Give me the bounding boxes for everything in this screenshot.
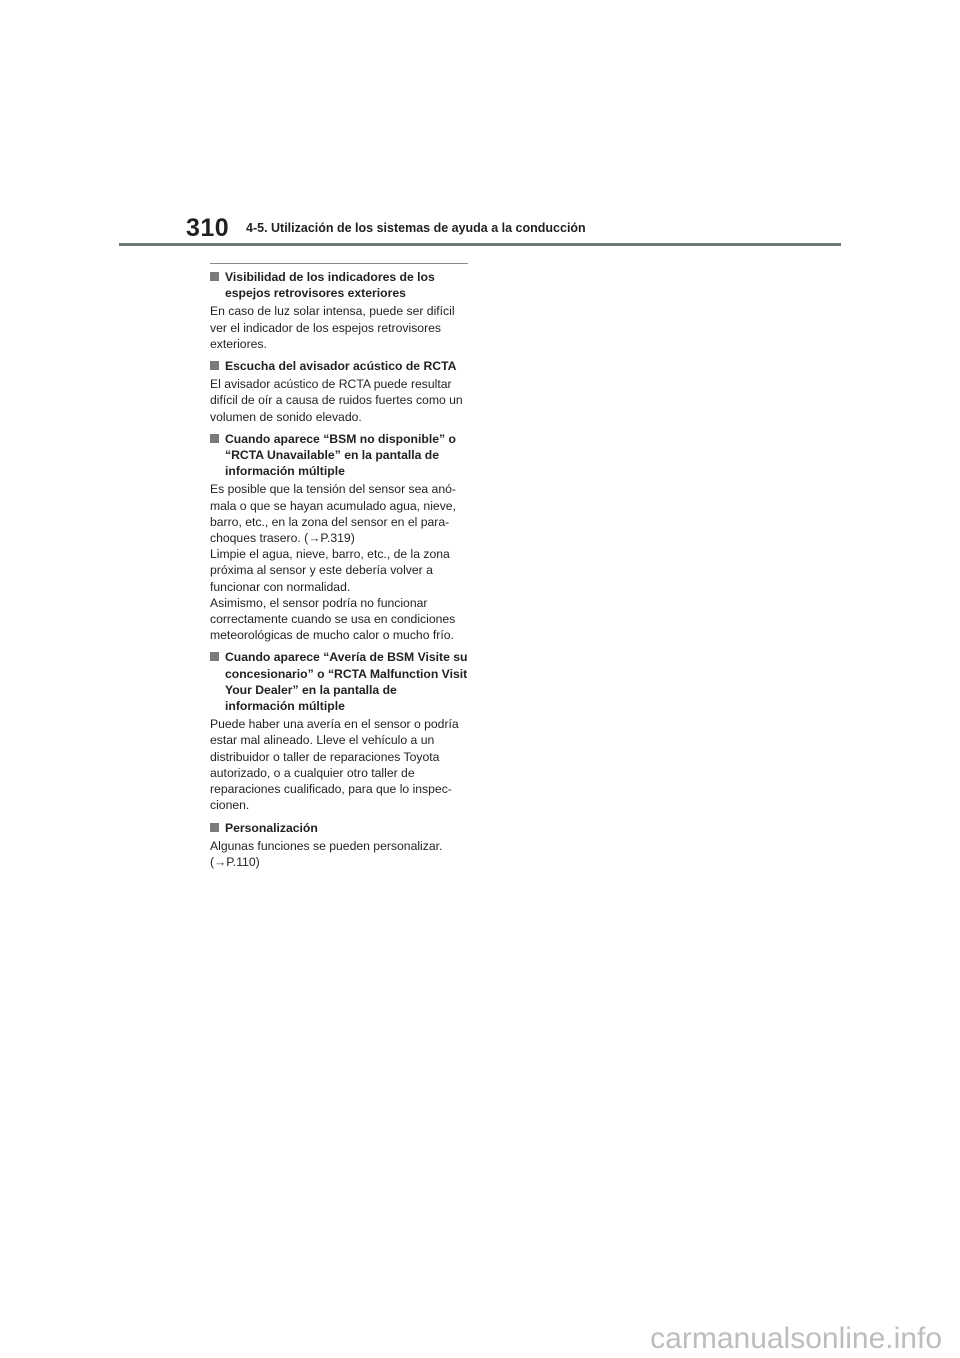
section-body: Algunas funciones se pueden personalizar. (→P.110) (210, 838, 443, 869)
section-heading (210, 649, 468, 714)
square-bullet-icon (210, 272, 219, 281)
section-heading-text: Cuando aparece “BSM no disponible” o “RCTA Unavailable” en la pantalla de información múltiple (225, 431, 456, 479)
section-heading (210, 269, 468, 301)
square-bullet-icon (210, 652, 219, 661)
square-bullet-icon (210, 434, 219, 443)
note-section (210, 820, 468, 871)
section-body: Es posible que la tensión del sensor sea anó-mala o que se hayan acumulado agua, nieve, barro, etc., en la zona del sensor en el para-choques trasero. (→P.319) Limpie el agua, nieve, barro, etc., de la zona próxima al sensor y este debería volver a funcionar con normalidad. Asimismo, el sensor podría no funcionar correctamente cuando se usa en condiciones meteorológicas de mucho calor o mucho frío. (210, 482, 456, 643)
square-bullet-icon (210, 361, 219, 370)
notes-column (210, 263, 468, 876)
note-section (210, 649, 468, 813)
note-section (210, 358, 468, 425)
section-heading-text: Personalización (225, 820, 318, 835)
note-section (210, 431, 468, 644)
site-watermark: carmanualsonline.info (650, 1322, 942, 1355)
section-heading-text: Escucha del avisador acústico de RCTA (225, 359, 457, 374)
section-heading-text: Visibilidad de los indicadores de los espejos retrovisores exteriores (225, 270, 435, 301)
section-heading (210, 820, 468, 836)
header-divider (119, 243, 841, 246)
page-number: 310 (186, 214, 230, 242)
section-body: El avisador acústico de RCTA puede resultar difícil de oír a causa de ruidos fuertes como un volumen de sonido elevado. (210, 377, 463, 424)
chapter-title: 4-5. Utilización de los sistemas de ayuda a la conducción (246, 221, 586, 235)
section-heading (210, 431, 468, 480)
section-body: En caso de luz solar intensa, puede ser difícil ver el indicador de los espejos retrovisores exteriores. (210, 304, 455, 351)
section-heading (210, 358, 468, 374)
section-heading-text: Cuando aparece “Avería de BSM Visite su concesionario” o “RCTA Malfunction Visit Your Dealer” en la pantalla de información múltiple (225, 650, 468, 714)
square-bullet-icon (210, 823, 219, 832)
section-top-divider (210, 263, 468, 264)
note-section (210, 269, 468, 352)
section-body: Puede haber una avería en el sensor o podría estar mal alineado. Lleve el vehículo a un distribuidor o taller de reparaciones Toyota autorizado, o a cualquier otro taller de reparaciones cualificado, para que lo inspec-cionen. (210, 717, 459, 813)
